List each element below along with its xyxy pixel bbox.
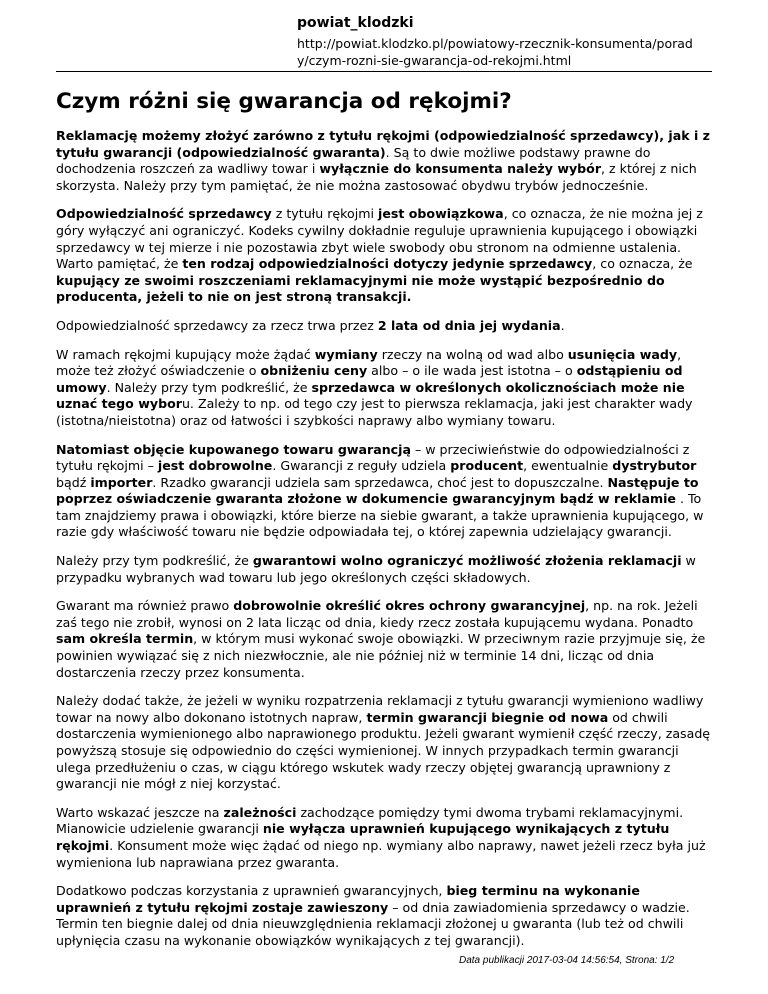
- emphasized-text: wymiany: [314, 346, 378, 362]
- text-run: Dodatkowo podczas korzystania z uprawnień gwarancyjnych,: [56, 883, 447, 899]
- text-run: – od dnia zawiadomienia sprzedawcy o wadzie. Termin ten biegnie dalej od dnia nieuwzględnienia reklamacji złożonej u gwaranta (lub też od chwili upłynięcia czasu na wykonanie obowiązków wynikających z tej gwarancji).: [56, 899, 690, 948]
- text-run: .: [560, 317, 565, 333]
- article: [56, 88, 716, 962]
- emphasized-text: Odpowiedzialność sprzedawcy: [56, 206, 272, 222]
- emphasized-text: jest obowiązkowa: [378, 206, 504, 222]
- header-divider: [56, 71, 712, 72]
- emphasized-text: importer: [90, 474, 153, 490]
- emphasized-text: sam określa termin: [56, 631, 194, 647]
- text-run: . To tam znajdziemy prawa i obowiązki, które bierze na siebie gwarant, a także uprawnienia kupującego, w razie gdy właściwość towaru nie będzie odpowiadała tej, o której zapewnia udzielający gwarancji.: [56, 491, 704, 540]
- emphasized-text: obniżeniu ceny: [260, 363, 368, 379]
- source-url-line-1: http://powiat.klodzko.pl/powiatowy-rzecznik-konsumenta/porad: [297, 36, 693, 51]
- text-run: rzeczy na wolną od wad albo: [377, 346, 568, 362]
- text-run: Należy dodać także, że jeżeli w wyniku rozpatrzenia reklamacji z tytułu gwarancji wymieniono wadliwy towar na nowy albo dokonano istotnych napraw,: [56, 693, 704, 725]
- article-paragraph: [56, 347, 716, 430]
- page-header: [297, 14, 737, 69]
- text-run: Gwarant ma również prawo: [56, 598, 234, 614]
- text-run: . Należy przy tym podkreślić, że: [106, 379, 312, 395]
- emphasized-text: Natomiast objęcie kupowanego towaru gwarancją: [56, 441, 411, 457]
- emphasized-text: jest dobrowolne: [157, 458, 273, 474]
- article-paragraph: [56, 553, 716, 586]
- text-run: bądź: [56, 474, 91, 490]
- article-paragraph: [56, 318, 716, 335]
- text-run: od chwili dostarczenia wymienionego albo naprawionego produktu. Jeżeli gwarant wymienił część rzeczy, zasadę powyższą stosuje się odpowiednio do części wymienionej. W innych przypadkach termin gwarancji ulega przedłużeniu o czas, w ciągu którego wskutek wady rzeczy objętej gwarancją uprawniony z gwarancji nie mógł z niej korzystać.: [56, 709, 711, 792]
- article-paragraph: [56, 805, 716, 871]
- article-paragraph: [56, 442, 716, 542]
- emphasized-text: nie wyłącza uprawnień kupującego wynikających z tytułu rękojmi: [56, 821, 670, 853]
- text-run: . Konsument może więc żądać od niego np. wymiany albo naprawy, nawet jeżeli rzecz była już wymieniona lub naprawiana przez gwaranta.: [56, 837, 706, 870]
- text-run: , może też złożyć oświadczenie o: [56, 346, 682, 379]
- emphasized-text: sprzedawca w określonych okolicznościach może nie uznać tego wybor: [56, 379, 685, 412]
- article-body: [56, 128, 716, 950]
- article-title: Czym różni się gwarancja od rękojmi?: [56, 89, 512, 114]
- site-name: powiat_klodzki: [297, 15, 414, 31]
- article-paragraph: [56, 693, 716, 793]
- text-run: . Gwarancji z reguły udziela: [272, 458, 451, 474]
- text-run: Warto wskazać jeszcze na: [56, 804, 224, 820]
- emphasized-text: termin gwarancji biegnie od nowa: [366, 709, 609, 725]
- text-run: , np. na rok. Jeżeli zaś tego nie zrobił, wynosi on 2 lata licząc od dnia, kiedy rzecz została kupującemu wydana. Ponadto: [56, 598, 698, 630]
- emphasized-text: ten rodzaj odpowiedzialności dotyczy jedynie sprzedawcy: [182, 256, 593, 272]
- text-run: . Są to dwie możliwe podstawy prawne do dochodzenia roszczeń za wadliwy towar i: [56, 144, 651, 177]
- article-paragraph: [56, 883, 716, 949]
- article-paragraph: [56, 598, 716, 681]
- text-run: , ewentualnie: [523, 458, 613, 474]
- emphasized-text: producent: [450, 458, 524, 474]
- footer-publication-info: Data publikacji 2017-03-04 14:56:54, Strona: 1/2: [459, 955, 675, 966]
- text-run: u. Zależy to np. od tego czy jest to pierwsza reklamacja, jaki jest charakter wady (istotna/nieistotna) oraz od łatwości i szybkości naprawy albo wymiany towaru.: [56, 396, 693, 428]
- emphasized-text: gwarantowi wolno ograniczyć możliwość złożenia reklamacji: [252, 553, 682, 569]
- emphasized-text: wyłącznie do konsumenta należy wybór: [319, 161, 602, 177]
- text-run: . Rzadko gwarancji udziela sam sprzedawca, choć jest to dopuszczalne.: [152, 474, 608, 490]
- text-run: , z której z nich skorzysta. Należy przy tym pamiętać, że nie można zastosować obydwu trybów jednocześnie.: [56, 161, 697, 193]
- text-run: zachodzące pomiędzy tymi dwoma trybami reklamacyjnymi. Mianowicie udzielenie gwarancji: [56, 804, 684, 837]
- text-run: – w przeciwieństwie do odpowiedzialności z tytułu rękojmi –: [56, 441, 690, 474]
- emphasized-text: bieg terminu na wykonanie uprawnień z tytułu rękojmi zostaje zawieszony: [56, 883, 640, 915]
- text-run: , co oznacza, że: [592, 256, 693, 272]
- text-run: w przypadku wybranych wad towaru lub jego określonych części składowych.: [56, 553, 696, 585]
- emphasized-text: 2 lata od dnia jej wydania: [377, 317, 561, 333]
- text-run: , co oznacza, że nie można jej z góry wyłączyć ani ograniczyć. Kodeks cywilny dokładnie reguluje uprawnienia kupującego i obowiązki sprzedawcy w tej mierze i nie pozostawia zbyt wiele swobody obu stronom na odmienne ustalenia. Warto pamiętać, że: [56, 206, 703, 272]
- emphasized-text: odstąpieniu od umowy: [56, 363, 683, 395]
- text-run: , w którym musi wykonać swoje obowiązki. W przeciwnym razie przyjmuje się, że powinien wywiązać się z nich niezwłocznie, ale nie później niż w terminie 14 dni, licząc od dnia dostarczenia rzeczy przez konsumenta.: [56, 631, 706, 680]
- text-run: z tytułu rękojmi: [271, 206, 378, 222]
- text-run: Odpowiedzialność sprzedawcy za rzecz trwa przez: [56, 317, 378, 333]
- emphasized-text: usunięcia wady: [567, 346, 678, 362]
- emphasized-text: dobrowolnie określić okres ochrony gwarancyjnej: [233, 598, 586, 614]
- emphasized-text: Reklamację możemy złożyć zarówno z tytułu rękojmi (odpowiedzialność sprzedawcy), jak i z tytułu gwarancji (odpowiedzialność gwaranta): [56, 128, 710, 160]
- source-url[interactable]: [297, 35, 737, 69]
- emphasized-text: Następuje to poprzez oświadczenie gwaranta złożone w dokumencie gwarancyjnym bądź w reklamie: [56, 474, 699, 507]
- text-run: Należy przy tym podkreślić, że: [56, 553, 253, 569]
- emphasized-text: zależności: [223, 804, 297, 820]
- text-run: albo – o ile wada jest istotna – o: [367, 363, 577, 379]
- text-run: W ramach rękojmi kupujący może żądać: [56, 346, 315, 362]
- emphasized-text: dystrybutor: [612, 458, 697, 474]
- emphasized-text: kupujący ze swoimi roszczeniami reklamacyjnymi nie może wystąpić bezpośrednio do producenta, jeżeli to nie on jest stroną transakcji.: [56, 272, 665, 305]
- article-paragraph: [56, 128, 716, 194]
- source-url-line-2: y/czym-rozni-sie-gwarancja-od-rekojmi.html: [297, 53, 572, 68]
- article-paragraph: [56, 206, 716, 306]
